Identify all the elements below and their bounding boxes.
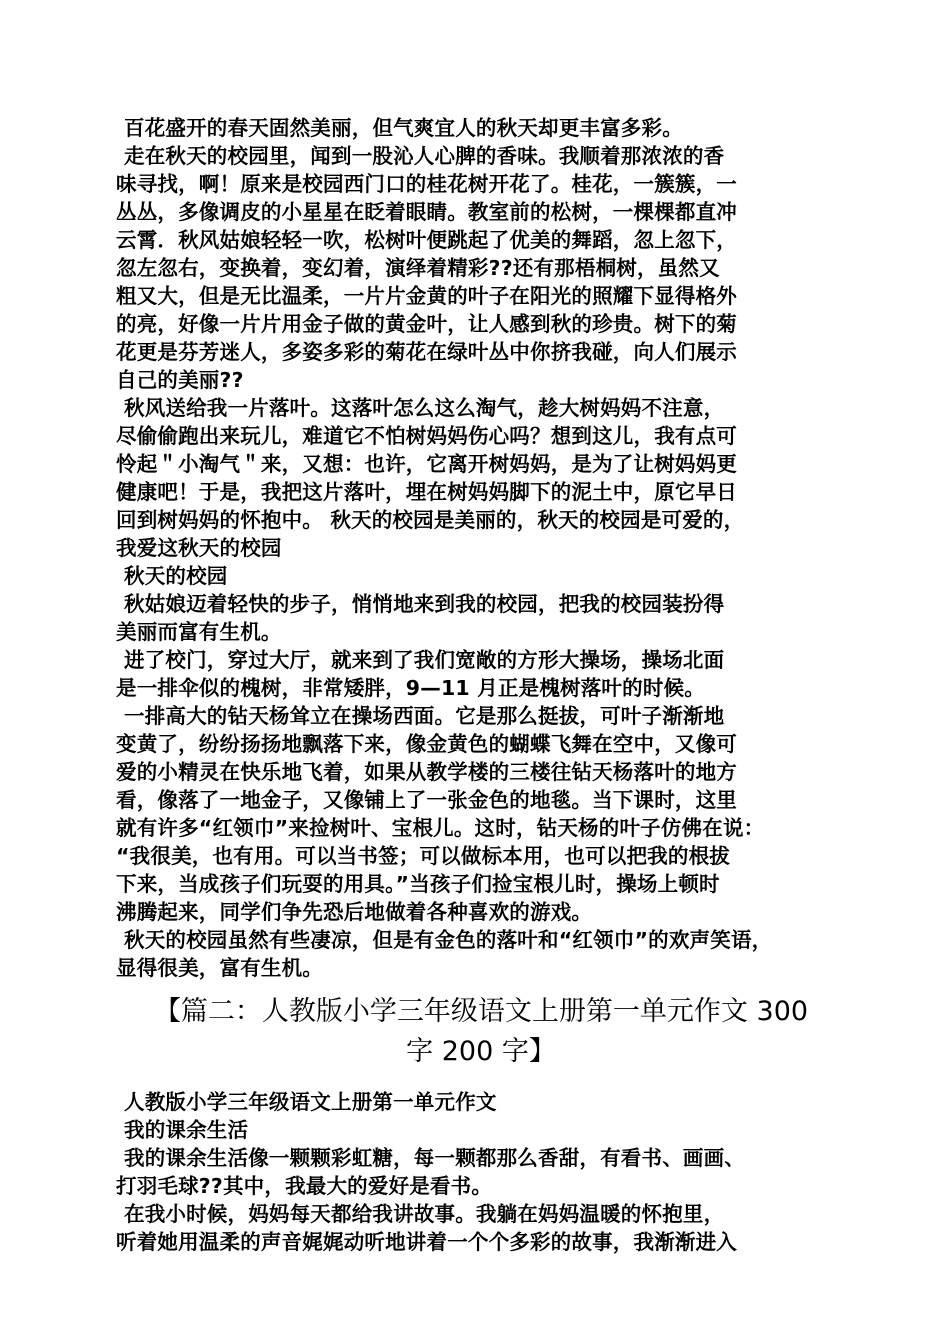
- text-line: 变黄了，纷纷扬扬地飘落下来，像金黄色的蝴蝶飞舞在空中，又像可: [116, 732, 737, 756]
- text-line: 爱的小精灵在快乐地飞着，如果从教学楼的三楼往钻天杨落叶的地方: [116, 760, 737, 784]
- text-line: 进了校门，穿过大厅，就来到了我们宽敞的方形大操场，操场北面: [124, 648, 725, 672]
- text-line: 就有许多“红领巾”来捡树叶、宝根儿。这时，钻天杨的叶子仿佛在说：: [116, 816, 765, 840]
- text-line: 在我小时候，妈妈每天都给我讲故事。我躺在妈妈温暖的怀抱里，: [124, 1202, 725, 1226]
- text-line: 我的课余生活像一颗颗彩虹糖，每一颗都那么香甜，有看书、画画、: [124, 1146, 745, 1170]
- text-line: 秋天的校园虽然有些凄凉，但是有金色的落叶和“红领巾”的欢声笑语，: [124, 928, 773, 952]
- text-line: 百花盛开的春天固然美丽，但气爽宜人的秋天却更丰富多彩。: [124, 116, 683, 140]
- text-line: 花更是芬芳迷人，多姿多彩的菊花在绿叶丛中你挤我碰，向人们展示: [116, 340, 737, 364]
- text-line: 走在秋天的校园里，闻到一股沁人心脾的香味。我顺着那浓浓的香: [124, 144, 725, 168]
- text-line: 下来，当成孩子们玩耍的用具。”当孩子们捡宝根儿时，操场上顿时: [116, 872, 720, 896]
- text-line: 尽偷偷跑出来玩儿，难道它不怕树妈妈伤心吗？想到这儿，我有点可: [116, 424, 737, 448]
- text-line: 回到树妈妈的怀抱中。 秋天的校园是美丽的，秋天的校园是可爱的，: [116, 508, 745, 532]
- text-line: 沸腾起来，同学们争先恐后地做着各种喜欢的游戏。: [116, 900, 593, 924]
- text-line: 味寻找，啊！原来是校园西门口的桂花树开花了。桂花，一簇簇，一: [116, 172, 737, 196]
- text-line: 自己的美丽??: [116, 368, 244, 392]
- text-line: 美丽而富有生机。: [116, 620, 282, 644]
- text-line: 打羽毛球??其中，我最大的爱好是看书。: [116, 1174, 493, 1198]
- section-heading-line-1: 【篇二：人教版小学三年级语文上册第一单元作文 300: [153, 996, 809, 1027]
- text-line: 一排高大的钻天杨耸立在操场西面。它是那么挺拔，可叶子渐渐地: [124, 704, 725, 728]
- text-line: 忽左忽右，变换着，变幻着，演绎着精彩??还有那梧桐树，虽然又: [116, 256, 720, 280]
- text-line: 是一排伞似的槐树，非常矮胖，9—11 月正是槐树落叶的时候。: [116, 676, 705, 700]
- text-line: 怜起＂小淘气＂来，又想：也许，它离开树妈妈，是为了让树妈妈更: [116, 452, 737, 476]
- text-line: 粗又大，但是无比温柔，一片片金黄的叶子在阳光的照耀下显得格外: [116, 284, 737, 308]
- text-line: 秋风送给我一片落叶。这落叶怎么这么淘气，趁大树妈妈不注意，: [124, 396, 725, 420]
- text-line: 的亮，好像一片片用金子做的黄金叶，让人感到秋的珍贵。树下的菊: [116, 312, 737, 336]
- text-line: 健康吧！于是，我把这片落叶，埋在树妈妈脚下的泥土中，原它早日: [116, 480, 737, 504]
- text-line: 显得很美，富有生机。: [116, 956, 323, 980]
- text-line: 秋天的校园: [124, 564, 228, 588]
- text-line: “我很美，也有用。可以当书签；可以做标本用，也可以把我的根拔: [116, 844, 730, 868]
- text-line: 我爱这秋天的校园: [116, 536, 282, 560]
- text-line: 看，像落了一地金子，又像铺上了一张金色的地毯。当下课时，这里: [116, 788, 737, 812]
- essay-part-one: [116, 114, 846, 982]
- section-heading-line-2: 字 200 字】: [406, 1036, 556, 1067]
- text-line: 秋姑娘迈着轻快的步子，悄悄地来到我的校园，把我的校园装扮得: [124, 592, 725, 616]
- document-page: [116, 114, 846, 1256]
- text-line: 人教版小学三年级语文上册第一单元作文: [124, 1090, 497, 1114]
- text-line: 云霄．秋风姑娘轻轻一吹，松树叶便跳起了优美的舞蹈，忽上忽下，: [116, 228, 737, 252]
- text-line: 听着她用温柔的声音娓娓动听地讲着一个个多彩的故事，我渐渐进入: [116, 1230, 737, 1254]
- section-heading: [116, 992, 846, 1072]
- essay-part-two: [116, 1088, 846, 1256]
- text-line: 我的课余生活: [124, 1118, 249, 1142]
- text-line: 丛丛，多像调皮的小星星在眨着眼睛。教室前的松树，一棵棵都直冲: [116, 200, 737, 224]
